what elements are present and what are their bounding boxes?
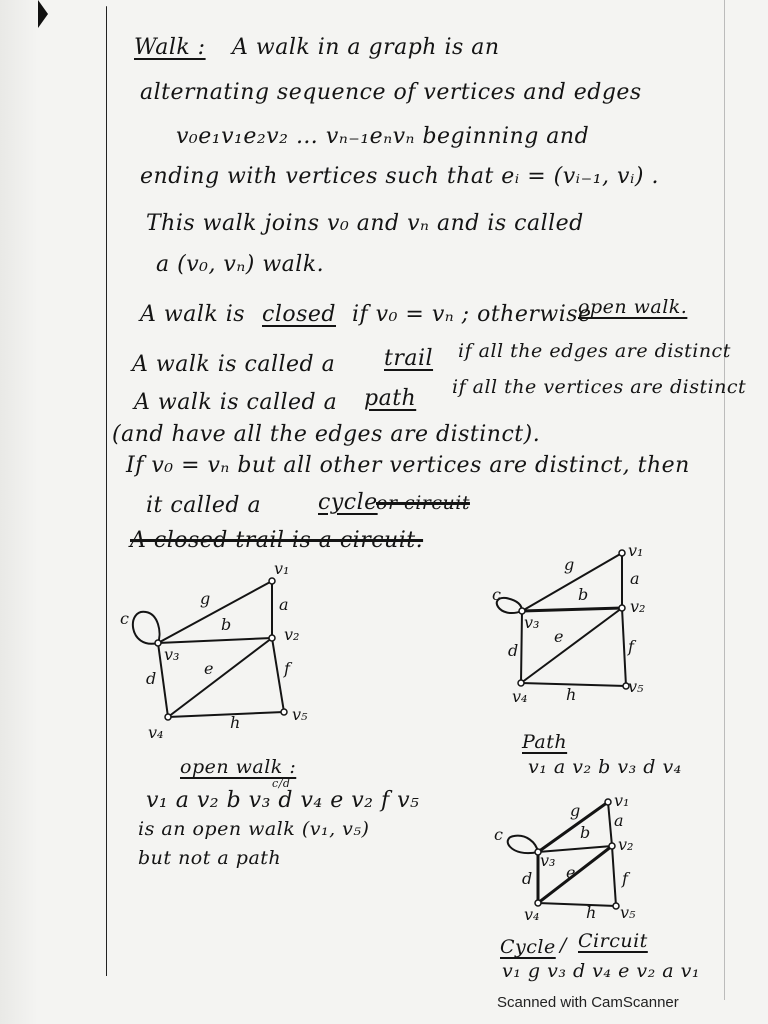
open-walk-term: open walk. (578, 296, 688, 318)
g2-label-v2: v₂ (630, 597, 646, 616)
g2-label-c: c (492, 585, 501, 604)
struck-circuit-text: or circuit (376, 492, 470, 514)
path-example-heading: Path (522, 731, 568, 753)
g3-label-v3: v₃ (540, 851, 556, 870)
g1-label-b: b (221, 615, 232, 634)
g1-label-f: f (284, 659, 290, 678)
path-prefix: A walk is called a (134, 390, 338, 415)
cycle-example-sequence: v₁ g v₃ d v₄ e v₂ a v₁ (502, 960, 700, 982)
g1-label-d: d (146, 669, 157, 688)
circuit-example-heading: Circuit (578, 930, 648, 952)
closed-walk-prefix: A walk is (140, 302, 246, 327)
trail-condition: if all the edges are distinct (458, 340, 731, 362)
cycle-condition: If v₀ = vₙ but all other vertices are distinct, then (126, 453, 690, 478)
walk-definition-line-6: a (v₀, vₙ) walk. (156, 252, 325, 277)
path-condition-note: (and have all the edges are distinct). (112, 422, 541, 447)
path-term: path (364, 386, 417, 411)
g3-label-h: h (586, 903, 597, 922)
g1-label-v1: v₁ (274, 559, 290, 578)
g3-label-v5: v₅ (620, 903, 636, 922)
g3-label-d: d (522, 869, 533, 888)
cycle-term: cycle (318, 490, 378, 515)
walk-heading: Walk : (134, 35, 206, 60)
g1-label-v3: v₃ (164, 645, 180, 664)
cycle-prefix: it called a (146, 493, 262, 518)
g2-label-e: e (554, 627, 564, 646)
closed-walk-condition: if v₀ = vₙ ; otherwise (352, 302, 592, 327)
g2-label-g: g (564, 555, 575, 574)
g1-label-h: h (230, 713, 241, 732)
trail-prefix: A walk is called a (132, 352, 336, 377)
cycle-example-heading: Cycle (500, 936, 556, 958)
walk-definition-line-3: v₀e₁v₁e₂v₂ … vₙ₋₁eₙvₙ beginning and (176, 124, 590, 149)
g3-label-c: c (494, 825, 503, 844)
g3-label-g: g (570, 801, 581, 820)
g1-label-v4: v₄ (148, 723, 164, 742)
g2-label-v3: v₃ (524, 613, 540, 632)
open-walk-heading: open walk : (180, 756, 297, 778)
path-condition: if all the vertices are distinct (452, 376, 747, 398)
g1-label-c: c (120, 609, 129, 628)
g3-label-v4: v₄ (524, 905, 540, 924)
g3-label-e: e (566, 863, 576, 882)
path-example-sequence: v₁ a v₂ b v₃ d v₄ (528, 756, 682, 778)
g1-label-a: a (279, 595, 289, 614)
open-walk-note: but not a path (138, 847, 282, 869)
cycle-example-slash: / (560, 934, 567, 956)
g1-label-v5: v₅ (292, 705, 308, 724)
g1-label-e: e (204, 659, 214, 678)
graph-2 (497, 553, 626, 686)
walk-definition-line-5: This walk joins v₀ and vₙ and is called (146, 211, 584, 236)
open-walk-description: is an open walk (v₁, v₅) (138, 818, 370, 840)
g1-label-g: g (200, 589, 211, 608)
struck-closed-trail-line: A closed trail is a circuit. (130, 528, 424, 553)
closed-walk-term: closed (262, 302, 336, 327)
g2-label-a: a (630, 569, 640, 588)
walk-definition-line-2: alternating sequence of vertices and edges (140, 80, 642, 105)
walk-definition-line-1: A walk in a graph is an (232, 35, 500, 60)
scanner-watermark: Scanned with CamScanner (497, 994, 679, 1011)
g3-label-v2: v₂ (618, 835, 634, 854)
graph-3 (508, 802, 616, 906)
g2-label-v1: v₁ (628, 541, 644, 560)
open-walk-sequence: v₁ a v₂ b v₃ d v₄ e v₂ f v₅ (146, 788, 420, 813)
open-walk-sequence-superscript: c/d (272, 777, 291, 790)
g3-label-b: b (580, 823, 591, 842)
g2-label-h: h (566, 685, 577, 704)
g3-label-a: a (614, 811, 624, 830)
g3-label-f: f (622, 869, 628, 888)
walk-definition-line-4: ending with vertices such that eᵢ = (vᵢ₋₁, vᵢ) . (140, 164, 659, 189)
g2-label-f: f (628, 637, 634, 656)
g2-label-b: b (578, 585, 589, 604)
g2-label-v4: v₄ (512, 687, 528, 706)
g3-label-v1: v₁ (614, 791, 630, 810)
g2-label-d: d (508, 641, 519, 660)
g1-label-v2: v₂ (284, 625, 300, 644)
trail-term: trail (384, 346, 434, 371)
g2-label-v5: v₅ (628, 677, 644, 696)
